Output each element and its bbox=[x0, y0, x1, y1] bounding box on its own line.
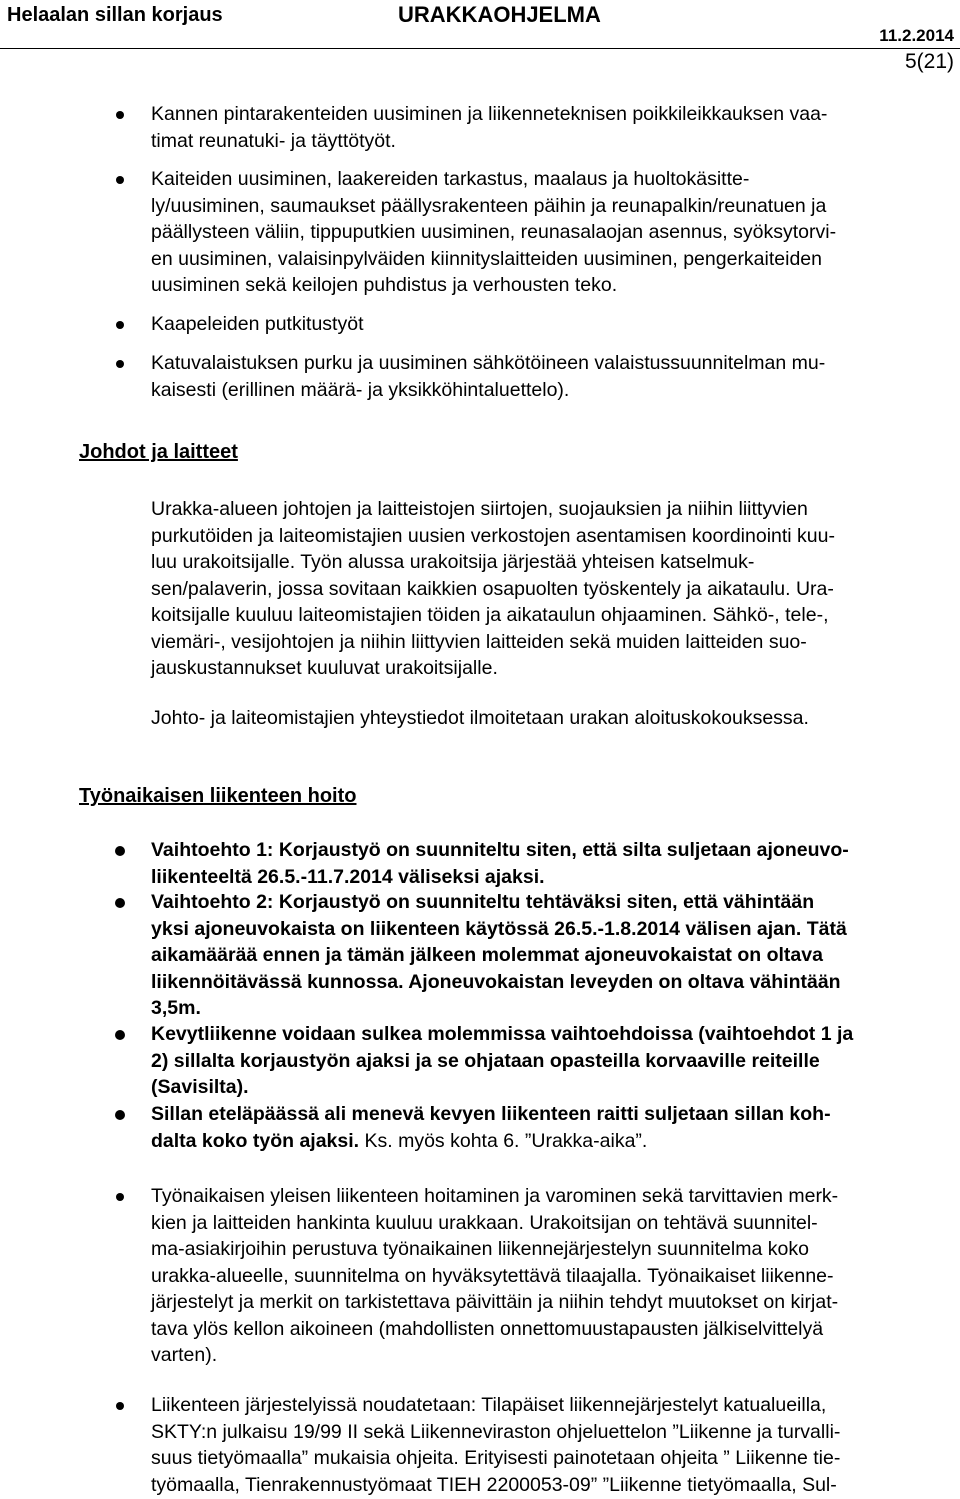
list-item: Kaiteiden uusiminen, laakereiden tarkastus, maalaus ja huoltokäsitte- ly/uusiminen, saumaukset päällysrakenteen päihin ja reunapalkin/reunatuen ja päällysteen väliin, tippuputkien uusiminen, reunasalaojan asennus, syöksytorvi- en uusiminen, valaisinpylväiden kiinnityslaitteiden uusiminen, pengerkaiteiden uusiminen sekä keilojen puhdistus ja verhousten teko. bbox=[151, 166, 951, 299]
page-number: 5(21) bbox=[904, 50, 954, 73]
johdot-contact-paragraph: Johto- ja laiteomistajien yhteystiedot ilmoitetaan urakan aloituskokouksessa. bbox=[151, 707, 809, 729]
list-item: Työnaikaisen yleisen liikenteen hoitaminen ja varominen sekä tarvittavien merk- kien ja laitteiden hankinta kuuluu urakkaan. Urakoitsijan on tehtävä suunnitel- ma-asiakirjoihin perustuva työnaikainen liikennejärjestelyn suunnitelma koko urakka-alueelle, suunnitelma on hyväksytettävä tilaajalla. Työnaikaiset liikenne- järjestelyt ja merkit on tarkistettava päivittäin ja niihin tehdyt muutokset on kirjat- tava ylös kellon aikoineen (mahdollisten onnettomuustapausten jälkiselvittelyä varten). bbox=[151, 1183, 951, 1369]
header-divider bbox=[0, 48, 960, 49]
johdot-paragraph: Urakka-alueen johtojen ja laitteistojen siirtojen, suojauksien ja niihin liittyvien purkutöiden ja laiteomistajien uusien verkostojen asentamisen koordinointi kuu- luu urakoitsijalle. Työn alussa urakoitsija järjestää yhteisen katselmuk- sen/palaverin, jossa sovitaan kaikkien osapuolten työskentely ja aikataulu. Ura- koitsijalle kuuluu laiteomistajien töiden ja aikataulun ohjaaminen. Sähkö-, tele-, viemäri-, vesijohtojen ja niihin liittyvien laitteiden sekä muiden laitteiden suo- jauskustannukset kuuluvat urakoitsijalle. bbox=[151, 498, 835, 679]
list-item: Sillan eteläpäässä ali menevä kevyen liikenteen raitti suljetaan sillan koh- dalta koko työn ajaksi. Ks. myös kohta 6. ”Urakka-aika”. bbox=[151, 1101, 951, 1154]
section-heading-johdot: Johdot ja laitteet bbox=[79, 441, 238, 463]
section-heading-liikenne: Työnaikaisen liikenteen hoito bbox=[79, 785, 357, 807]
list-item: Vaihtoehto 2: Korjaustyö on suunniteltu tehtäväksi siten, että vähintään yksi ajoneuvokaista on liikenteen käytössä 26.5.-1.8.2014 välisen ajan. Tätä aikamäärää ennen ja tämän jälkeen molemmat ajoneuvokaistat on oltava liikennöitävässä kunnossa. Ajoneuvokaistan leveyden on oltava vähintään 3,5m. bbox=[151, 889, 951, 1022]
header-project-title: Helaalan sillan korjaus bbox=[7, 4, 223, 26]
list-item: Kannen pintarakenteiden uusiminen ja liikenneteknisen poikkileikkauksen vaa- timat reunatuki- ja täyttötyöt. bbox=[151, 101, 951, 154]
header-document-title: URAKKAOHJELMA bbox=[398, 2, 601, 27]
list-item: Katuvalaistuksen purku ja uusiminen sähkötöineen valaistussuunnitelman mu- kaisesti (erillinen määrä- ja yksikköhintaluettelo). bbox=[151, 350, 951, 403]
list-item: Kevytliikenne voidaan sulkea molemmissa vaihtoehdoissa (vaihtoehdot 1 ja 2) sillalta korjaustyön ajaksi ja se ohjataan opasteilla korvaaville reiteille (Savisilta). bbox=[151, 1021, 951, 1101]
list-item: Kaapeleiden putkitustyöt bbox=[151, 311, 951, 338]
list-item: Liikenteen järjestelyissä noudatetaan: Tilapäiset liikennejärjestelyt katualueilla, SKTY:n julkaisu 19/99 II sekä Liikenneviraston ohjeluettelon ”Liikenne ja turvalli- suus tietyömaalla” mukaisia ohjeita. Erityisesti painotetaan ohjeita ” Liikenne tie- työmaalla, Tienrakennustyömaat TIEH 2200053-09” ”Liikenne tietyömaalla, Sul- bbox=[151, 1392, 951, 1498]
list-item: Vaihtoehto 1: Korjaustyö on suunniteltu siten, että silta suljetaan ajoneuvo- liikenteeltä 26.5.-11.7.2014 väliseksi ajaksi. bbox=[151, 837, 951, 890]
header-date: 11.2.2014 bbox=[879, 26, 954, 45]
